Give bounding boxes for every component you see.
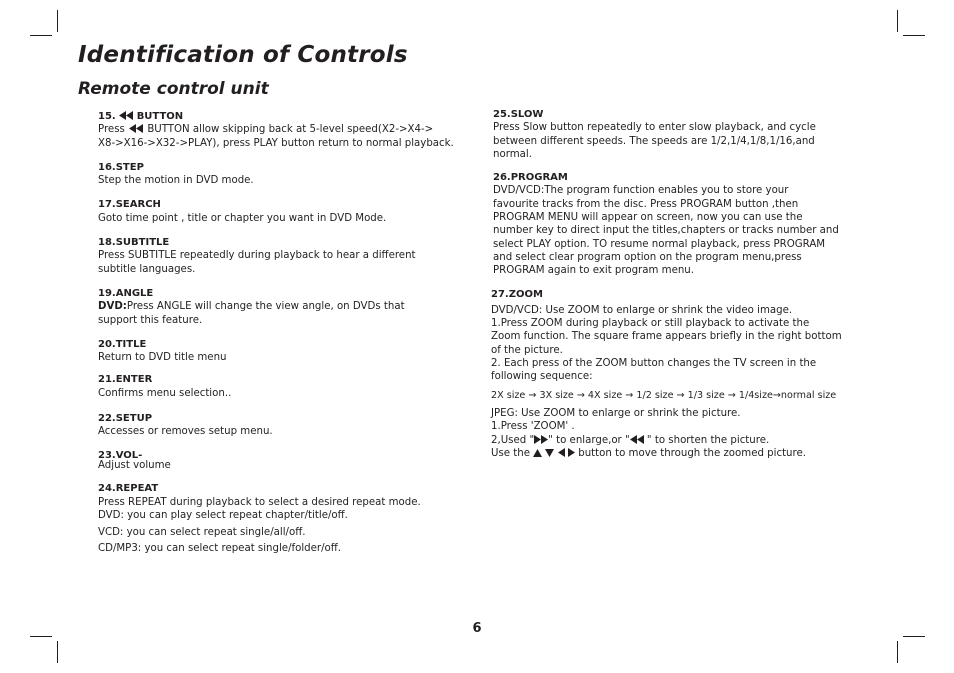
item-18-subtitle: [98, 236, 483, 276]
item-heading: 19.ANGLE: [98, 287, 154, 299]
body-text: 1.Press 'ZOOM' .: [491, 421, 575, 433]
body-text: " to shorten the picture.: [643, 434, 770, 446]
item-heading: 26.PROGRAM: [493, 172, 568, 184]
crop-mark: [903, 636, 925, 637]
body-text: select PLAY option. TO resume normal playback, press PROGRAM: [493, 238, 826, 250]
arrow-up-icon: [533, 449, 542, 457]
body-text: number key to direct input the titles,chapters or tracks number and: [493, 225, 839, 237]
item-16-step: [98, 161, 483, 188]
body-text: Return to DVD title menu: [98, 352, 227, 364]
item-26-program: [493, 171, 876, 277]
fast-forward-icon: [534, 435, 548, 444]
body-text: between different speeds. The speeds are 1/2,1/4,1/8,1/16,and: [493, 135, 815, 147]
item-19-angle: [98, 287, 483, 327]
arrow-right-icon: [568, 448, 575, 457]
body-text: following sequence:: [491, 371, 593, 383]
body-text: Accesses or removes setup menu.: [98, 426, 273, 438]
rewind-icon: [630, 435, 644, 444]
item-heading: 25.SLOW: [493, 109, 544, 120]
item-23-volume-down: [98, 449, 483, 473]
item-heading: 27.ZOOM: [491, 288, 543, 300]
body-text: Use the: [491, 447, 534, 459]
item-heading: 22.SETUP: [98, 413, 153, 425]
body-text: support this feature.: [98, 314, 203, 326]
item-15-rewind: [98, 110, 483, 150]
body-text-bold: DVD:: [98, 301, 127, 313]
body-text: DVD/VCD:The program function enables you to store your: [493, 185, 789, 197]
arrow-left-icon: [558, 448, 565, 457]
item-heading: 20.TITLE: [98, 338, 147, 350]
crop-mark: [57, 641, 58, 663]
crop-mark: [897, 641, 898, 663]
body-text: normal.: [493, 148, 532, 160]
item-number: 15.: [98, 111, 116, 122]
section-subtitle: Remote control unit: [78, 79, 269, 99]
body-text: 2. Each press of the ZOOM button changes the TV screen in the: [491, 358, 817, 370]
body-text: 1.Press ZOOM during playback or still playback to activate the: [491, 318, 810, 330]
crop-mark: [30, 35, 52, 36]
body-text: VCD: you can select repeat single/all/off.: [98, 527, 306, 539]
item-heading: BUTTON: [136, 111, 184, 122]
body-text: of the picture.: [491, 344, 563, 356]
item-27-zoom: [491, 288, 876, 461]
item-heading: 23.VOL-: [98, 449, 143, 461]
right-column: [491, 108, 876, 460]
body-text: PROGRAM again to exit program menu.: [493, 265, 694, 277]
body-text: and select clear program option on the program menu,press: [493, 251, 802, 263]
body-text: favourite tracks from the disc. Press PROGRAM button ,then: [493, 198, 799, 210]
body-text: 2,Used ": [491, 434, 535, 446]
zoom-sequence: 2X size → 3X size → 4X size → 1/2 size → 1/3 size → 1/4size→normal size: [491, 389, 837, 401]
page-number: 6: [472, 621, 482, 636]
body-text: DVD/VCD: Use ZOOM to enlarge or shrink the video image.: [491, 304, 793, 316]
body-text: BUTTON allow skipping back at 5-level speed(X2->X4->: [147, 124, 434, 136]
item-21-enter: [98, 373, 483, 400]
body-text: Press Slow button repeatedly to enter slow playback, and cycle: [493, 122, 816, 134]
body-text: PROGRAM MENU will appear on screen, now you can use the: [493, 212, 803, 224]
body-text: Step the motion in DVD mode.: [98, 175, 254, 187]
body-text: DVD: you can play select repeat chapter/title/off.: [98, 509, 348, 521]
body-text: Zoom function. The square frame appears briefly in the right bottom: [491, 331, 842, 343]
rewind-icon: [128, 124, 144, 133]
body-text: Press REPEAT during playback to select a desired repeat mode.: [98, 496, 421, 508]
body-text: Press ANGLE will change the view angle, on DVDs that: [126, 301, 405, 313]
item-17-search: [98, 198, 483, 225]
body-text: Confirms menu selection..: [98, 387, 232, 399]
body-text: JPEG: Use ZOOM to enlarge or shrink the picture.: [491, 407, 741, 419]
item-heading: 17.SEARCH: [98, 199, 161, 211]
body-text: Adjust volume: [98, 459, 171, 471]
crop-mark: [903, 35, 925, 36]
item-20-title: [98, 338, 483, 365]
body-text: X8->X16->X32->PLAY), press PLAY button return to normal playback.: [98, 137, 454, 149]
body-text: Press SUBTITLE repeatedly during playback to hear a different: [98, 250, 416, 262]
body-text: Goto time point , title or chapter you want in DVD Mode.: [98, 212, 387, 224]
item-25-slow: [493, 108, 876, 161]
crop-mark: [897, 10, 898, 32]
crop-mark: [30, 636, 52, 637]
crop-mark: [57, 10, 58, 32]
body-text: button to move through the zoomed picture.: [578, 447, 806, 459]
body-text: " to enlarge,or ": [548, 434, 630, 446]
body-text: subtitle languages.: [98, 263, 196, 275]
item-24-repeat: [98, 482, 483, 555]
item-heading: 18.SUBTITLE: [98, 237, 170, 249]
left-column: [98, 110, 483, 556]
arrow-down-icon: [545, 449, 554, 457]
rewind-icon: [119, 111, 133, 120]
page-title: Identification of Controls: [78, 42, 408, 68]
item-heading: 21.ENTER: [98, 374, 153, 386]
body-text: CD/MP3: you can select repeat single/folder/off.: [98, 543, 342, 555]
item-22-setup: [98, 412, 483, 439]
item-heading: 16.STEP: [98, 161, 144, 173]
item-heading: 24.REPEAT: [98, 483, 159, 495]
body-text: Press: [98, 124, 125, 136]
